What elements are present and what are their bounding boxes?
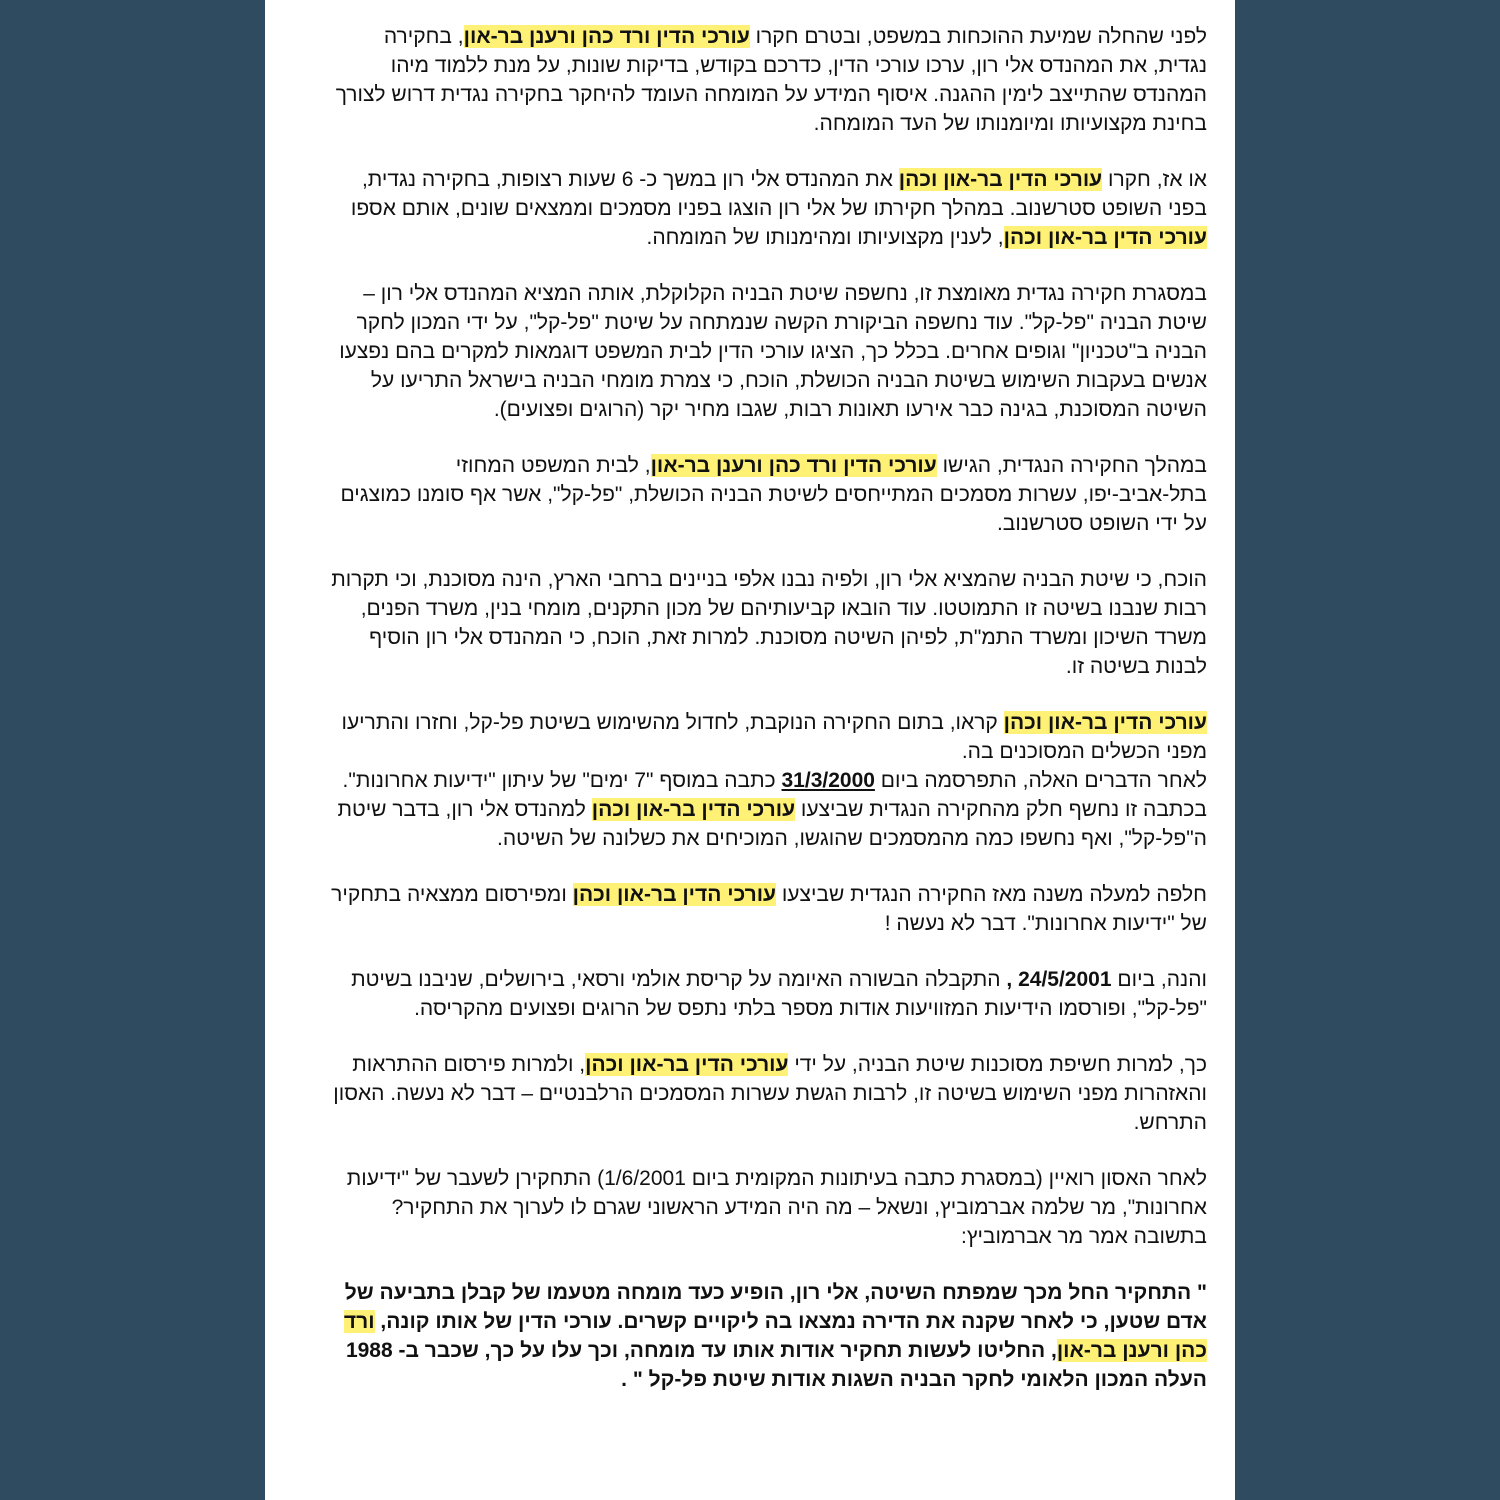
highlighted-lawyer-names: ורד כהן ורענן בר-און <box>343 1310 1207 1362</box>
text-run: למהנדס אלי רון, בדבר שיטת ה"פל-קל", ואף נחשפו כמה מהמסמכים שהוגשו, המוכיחים את כשלונה של השיטה. <box>337 798 1207 850</box>
paragraph-6 <box>329 708 1207 766</box>
text-run: או אז, חקרו <box>1102 168 1207 191</box>
paragraph-3: במסגרת חקירה נגדית מאומצת זו, נחשפה שיטת הבניה הקלוקלת, אותה המציא המהנדס אלי רון – שיטת הבניה "פל-קל". עוד נחשפה הביקורת הקשה שנמתחה על שיטת "פל-קל", על ידי המכון לחקר הבניה ב"טכניון" וגופים אחרים. בכלל כך, הציגו עורכי הדין לבית המשפט דוגמאות למקרים בהם נפצעו אנשים בעקבות השימוש בשיטת הבניה הכושלת, הוכח, כי צמרת מומחי הבניה בישראל התריעו על השיטה המסוכנת, בגינה כבר אירעו תאונות רבות, שגבו מחיר יקר (הרוגים ופצועים). <box>339 282 1207 421</box>
highlighted-lawyer-names: עורכי הדין בר-און וכהן <box>585 1053 789 1076</box>
paragraph-1 <box>329 22 1207 138</box>
paragraph-11: לאחר האסון רואיין (במסגרת כתבה בעיתונות המקומית ביום 1/6/2001) התחקירן לשעבר של "ידיעות אחרונות", מר שלמה אברמוביץ, ונשאל – מה היה המידע הראשוני שגרם לו לערוך את התחקיר? בתשובה אמר מר אברמוביץ: <box>346 1167 1207 1248</box>
text-run: והנה, ביום <box>1111 968 1207 991</box>
document-page <box>265 0 1235 1500</box>
text-run: , לענין מקצועיותו ומהימנותו של המומחה. <box>646 226 1004 249</box>
text-run: , לבית המשפט המחוזי בתל-אביב-יפו, עשרות מסמכים המתייחסים לשיטת הבניה הכושלת, "פל-קל", אשר אף סומנו כמוצגים על ידי השופט סטרשנוב. <box>340 454 1207 535</box>
paragraph-9 <box>329 965 1207 1023</box>
document-body <box>329 22 1207 1421</box>
text-run: , בחקירה נגדית, את המהנדס אלי רון, ערכו עורכי הדין, כדרכם בקודש, בדיקות שונות, על מנת ללמוד מיהו המהנדס שהתייצב לימין ההגנה. איסוף המידע על המומחה העומד להיחקר בחקירה נגדית דרוש לצורך בחינת מקצועיותו ומיומנותו של העד המומחה. <box>335 25 1207 135</box>
highlighted-lawyer-names: עורכי הדין בר-און וכהן <box>572 883 777 906</box>
paragraph-5: הוכח, כי שיטת הבניה שהמציא אלי רון, ולפיה נבנו אלפי בניינים ברחבי הארץ, הינה מסוכנת, וכי תקרות רבות שנבנו בשיטה זו התמוטטו. עוד הובאו קביעותיהם של מכון התקנים, מומחי בנין, משרד הפנים, משרד השיכון ומשרד התמ"ת, לפיהן השיטה מסוכנת. למרות זאת, הוכח, כי המהנדס אלי רון הוסיף לבנות בשיטה זו. <box>331 568 1207 678</box>
text-run: , ולמרות פירסום ההתראות והאזהרות מפני השימוש בשיטה זו, לרבות הגשת עשרות המסמכים הרלבנטיים – דבר לא נעשה. האסון התרחש. <box>333 1053 1207 1134</box>
highlighted-lawyer-names: עורכי הדין ורד כהן ורענן בר-און <box>463 25 750 48</box>
highlighted-lawyer-names: עורכי הדין בר-און וכהן <box>591 798 796 821</box>
paragraph-2 <box>329 165 1207 252</box>
highlighted-lawyer-names: עורכי הדין ורד כהן ורענן בר-און <box>650 454 937 477</box>
text-run: את המהנדס אלי רון במשך כ- 6 שעות רצופות, בחקירה נגדית, בפני השופט סטרשנוב. במהלך חקירתו של אלי רון הוצגו בפניו מסמכים וממצאים שונים, אותם אספו <box>350 168 1207 220</box>
paragraph-7 <box>329 766 1207 853</box>
paragraph-8 <box>329 880 1207 938</box>
quote-paragraph <box>329 1278 1207 1394</box>
text-run: , החליטו לעשות תחקיר אודות אותו עד מומחה, וכך עלו על כך, שכבר ב- 1988 העלה המכון הלאומי לחקר הבניה השגות אודות שיטת פל-קל " . <box>345 1339 1207 1391</box>
highlighted-lawyer-names: עורכי הדין בר-און וכהן <box>1003 711 1207 734</box>
highlighted-lawyer-names: עורכי הדין בר-און וכהן <box>1003 226 1207 249</box>
paragraph-10 <box>329 1050 1207 1137</box>
text-run: במהלך החקירה הנגדית, הגישו <box>936 454 1207 477</box>
text-run: לאחר הדברים האלה, התפרסמה ביום <box>874 769 1207 792</box>
text-run: כתבה במוסף "7 ימים" של עיתון "ידיעות אחרונות". בכתבה זו נחשף חלק מהחקירה הנגדית שביצעו <box>342 769 1207 821</box>
text-run: ומפירסום ממצאיה בתחקיר של "ידיעות אחרונות". דבר לא נעשה ! <box>331 883 1207 935</box>
date-bold: 24/5/2001 , <box>1006 968 1112 991</box>
date-underlined: 31/3/2000 <box>781 769 875 792</box>
paragraph-4 <box>329 451 1207 538</box>
text-run: חלפה למעלה משנה מאז החקירה הנגדית שביצעו <box>776 883 1207 906</box>
text-run: קראו, בתום החקירה הנוקבת, לחדול מהשימוש בשיטת פל-קל, וחזרו והתריעו מפני הכשלים המסוכנים בה. <box>341 711 1207 763</box>
highlighted-lawyer-names: עורכי הדין בר-און וכהן <box>898 168 1103 191</box>
text-run: " התחקיר החל מכך שמפתח השיטה, אלי רון, הופיע כעד מומחה מטעמו של קבלן בתביעה של אדם שטען, כי לאחר שקנה את הדירה נמצאו בה ליקויים קשרים. עורכי הדין של אותו קונה, <box>344 1281 1207 1333</box>
text-run: לפני שהחלה שמיעת ההוכחות במשפט, ובטרם חקרו <box>749 25 1207 48</box>
text-run: התקבלה הבשורה האיומה על קריסת אולמי ורסאי, בירושלים, שניבנו בשיטת "פל-קל", ופורסמו הידיעות המזוויעות אודות מספר בלתי נתפס של הרוגים ופצועים מהקריסה. <box>351 968 1207 1020</box>
text-run: כך, למרות חשיפת מסוכנות שיטת הבניה, על ידי <box>788 1053 1207 1076</box>
